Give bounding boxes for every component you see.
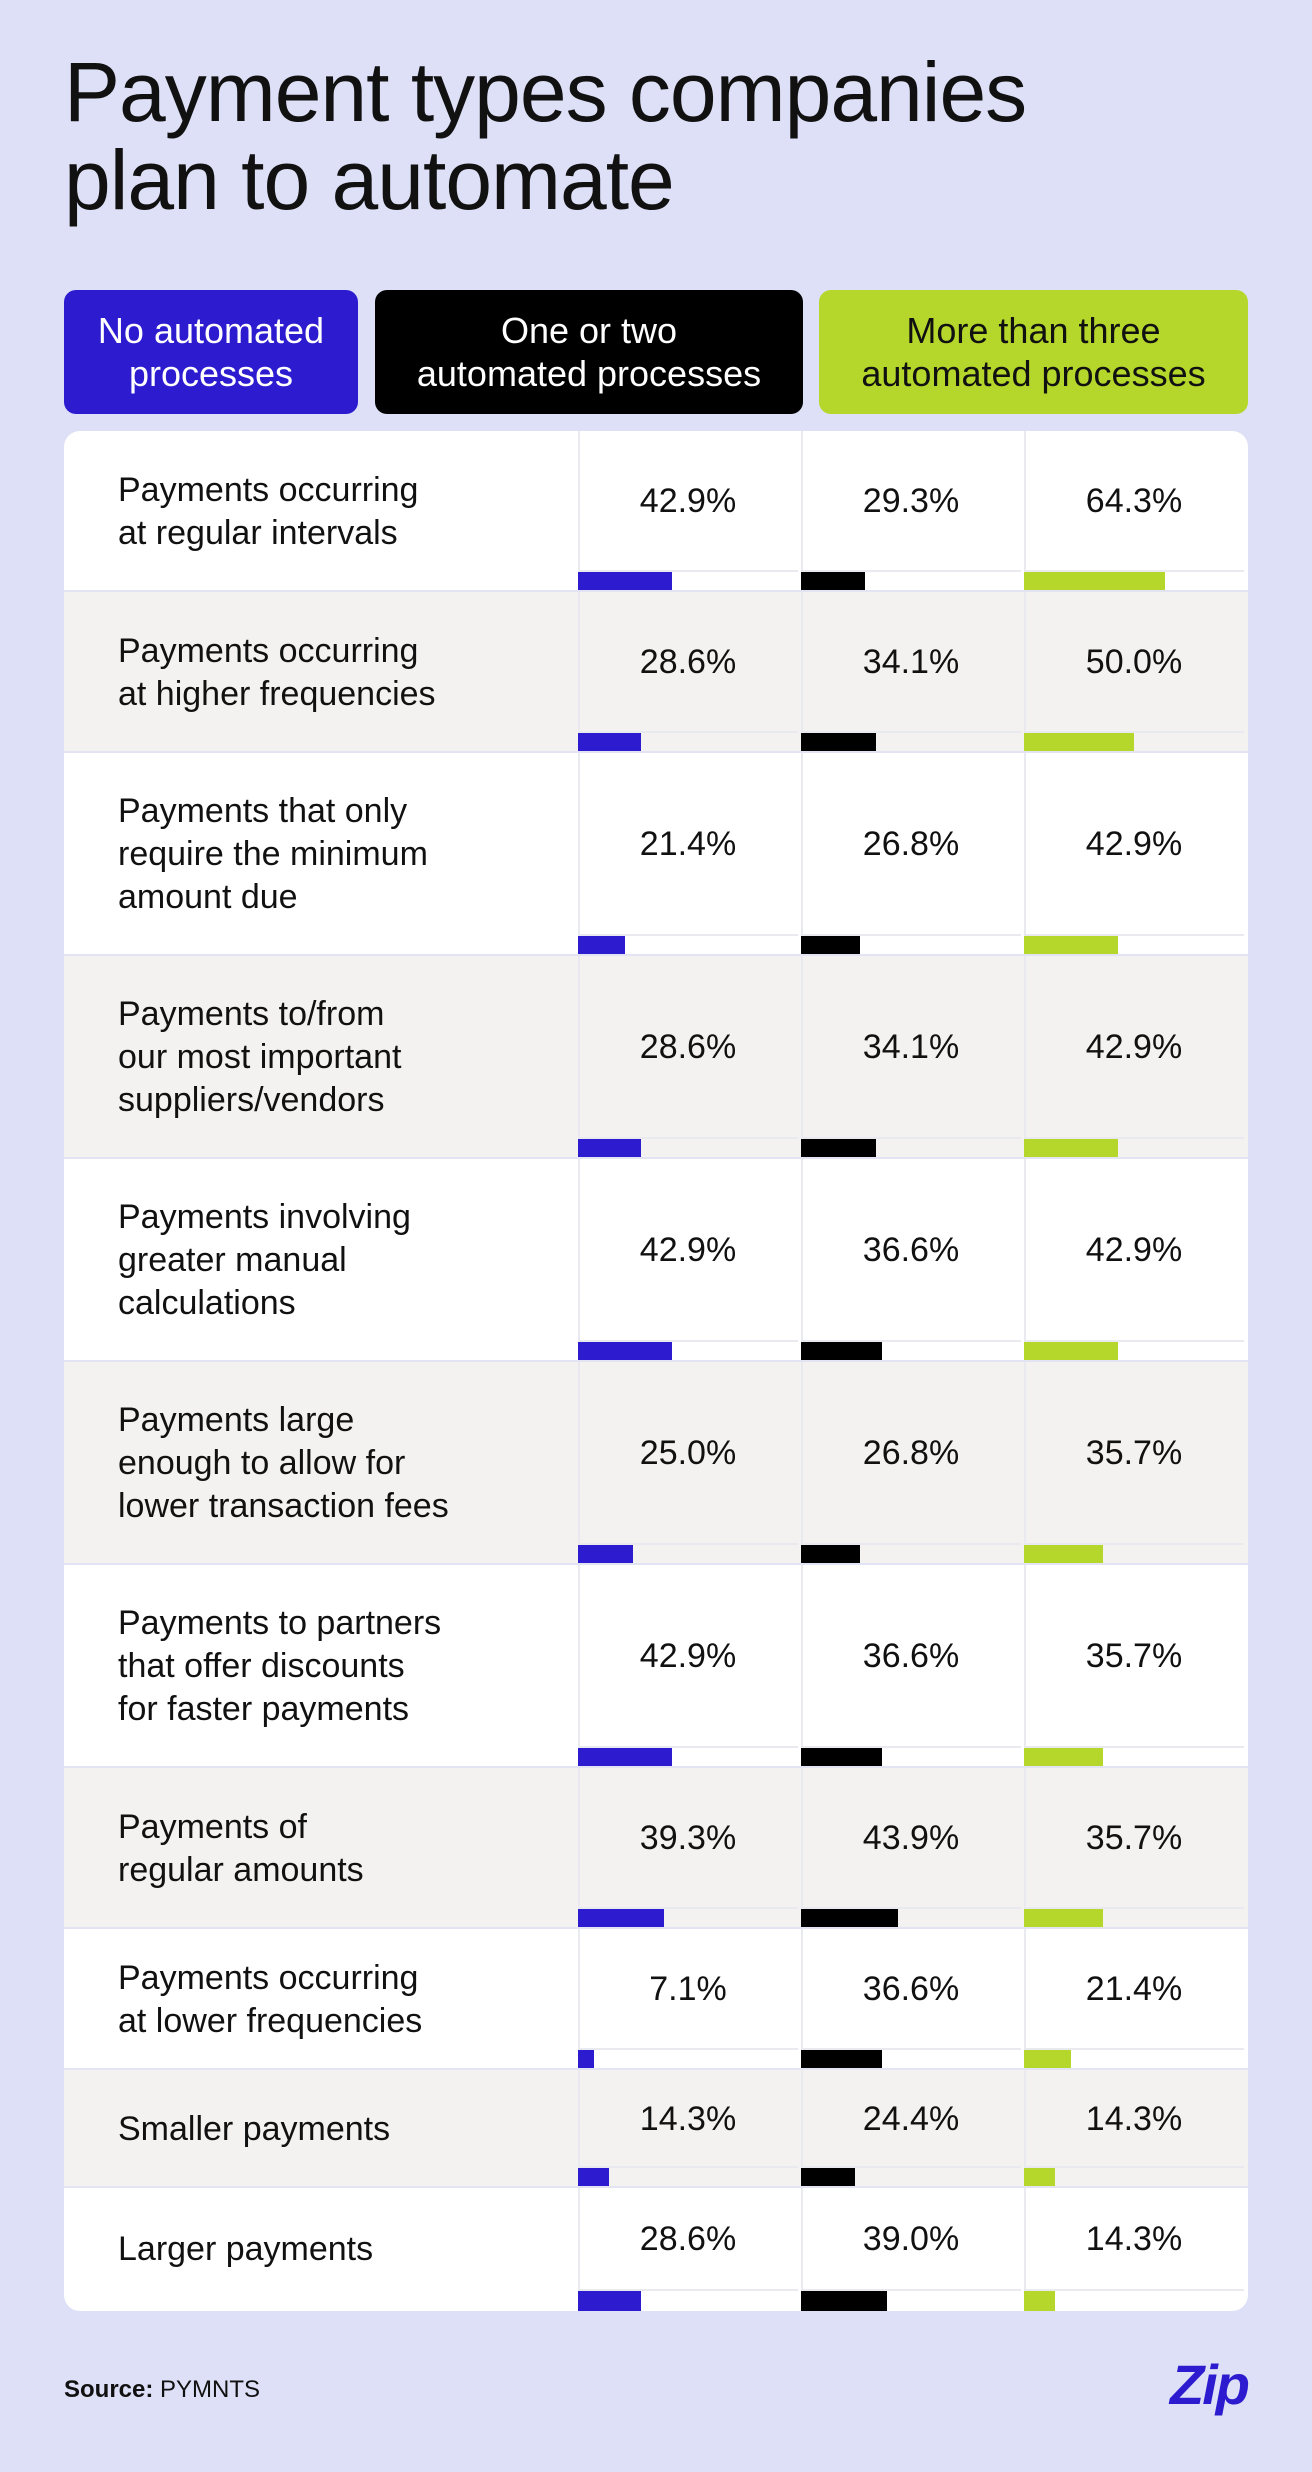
zip-logo: Zip [1170, 2353, 1248, 2416]
value-bar [801, 1748, 882, 1768]
value-bar [1024, 1909, 1103, 1929]
value-label: 24.4% [862, 2099, 960, 2138]
value-label: 42.9% [639, 1231, 737, 1269]
source-value: PYMNTS [160, 2376, 261, 2403]
row-label: Payments to/from our most important suppliers/vendors [118, 995, 402, 1119]
value-bar [801, 936, 860, 956]
value-label: 42.9% [639, 482, 737, 520]
value-cell [801, 956, 1021, 1159]
row-label: Payments occurring at regular intervals [118, 470, 419, 552]
value-label: 7.1% [649, 1970, 727, 2008]
value-bar [801, 2050, 882, 2070]
value-bar [801, 733, 876, 753]
value-label: 42.9% [1085, 825, 1183, 863]
value-label: 42.9% [1085, 1028, 1183, 1066]
value-cell [578, 1159, 798, 1362]
legend-one-or-two: One or two automated processes [375, 290, 803, 414]
value-bar [578, 2168, 609, 2188]
value-bar [578, 2050, 594, 2070]
value-cell [578, 753, 798, 956]
legend-no-automated: No automated processes [64, 290, 358, 414]
value-label: 14.3% [639, 2099, 737, 2138]
row-label: Larger payments [118, 2230, 374, 2268]
value-bar [578, 1139, 641, 1159]
value-cell [1024, 1768, 1244, 1929]
value-label: 21.4% [1085, 1970, 1183, 2008]
table-row [64, 1768, 1248, 1929]
value-bar [578, 1748, 672, 1768]
value-cell [578, 1768, 798, 1929]
legend-more-than-three: More than three automated processes [819, 290, 1248, 414]
value-cell [1024, 2188, 1244, 2311]
value-cell [801, 1768, 1021, 1929]
value-cell [1024, 592, 1244, 753]
value-label: 43.9% [862, 1819, 960, 1857]
value-label: 50.0% [1085, 643, 1183, 681]
value-cell [1024, 753, 1244, 956]
table-row [64, 2070, 1248, 2188]
value-label: 28.6% [639, 643, 737, 681]
value-cell [578, 1362, 798, 1565]
value-cell [1024, 956, 1244, 1159]
table-row [64, 753, 1248, 956]
row-label: Payments large enough to allow for lower transaction fees [118, 1401, 449, 1525]
value-bar [801, 2291, 887, 2311]
value-cell [1024, 2070, 1244, 2188]
value-cell [1024, 1929, 1244, 2070]
value-bar [801, 1545, 860, 1565]
value-bar [1024, 936, 1118, 956]
value-label: 42.9% [639, 1637, 737, 1675]
value-bar [578, 1909, 664, 1929]
table-row [64, 1362, 1248, 1565]
value-label: 14.3% [1085, 2099, 1183, 2138]
table-row [64, 1929, 1248, 2070]
value-label: 14.3% [1085, 2220, 1183, 2258]
value-label: 35.7% [1085, 1434, 1183, 1472]
value-label: 25.0% [639, 1434, 737, 1472]
value-cell [578, 956, 798, 1159]
row-label: Payments occurring at lower frequencies [118, 1958, 423, 2040]
value-cell [801, 2188, 1021, 2311]
value-label: 28.6% [639, 1028, 737, 1066]
source-note [64, 2376, 260, 2404]
value-cell [578, 1565, 798, 1768]
table-row [64, 431, 1248, 592]
value-label: 21.4% [639, 825, 737, 863]
table-row [64, 2188, 1248, 2311]
value-bar [578, 2291, 641, 2311]
value-cell [801, 1159, 1021, 1362]
value-bar [578, 1545, 633, 1565]
value-cell [801, 1362, 1021, 1565]
value-bar [1024, 733, 1134, 753]
value-bar [1024, 2050, 1071, 2070]
value-bar [801, 1139, 876, 1159]
value-cell [801, 2070, 1021, 2188]
value-label: 28.6% [639, 2220, 737, 2258]
table-row [64, 1159, 1248, 1362]
value-cell [1024, 1159, 1244, 1362]
table-row [64, 956, 1248, 1159]
value-cell [801, 1565, 1021, 1768]
value-cell [1024, 1362, 1244, 1565]
value-cell [801, 1929, 1021, 2070]
data-table [64, 431, 1248, 2311]
value-label: 35.7% [1085, 1819, 1183, 1857]
value-bar [801, 2168, 855, 2188]
value-bar [578, 936, 625, 956]
page-title: Payment types companies plan to automate [64, 45, 1027, 227]
value-label: 64.3% [1085, 482, 1183, 520]
value-label: 34.1% [862, 643, 960, 681]
value-bar [578, 733, 641, 753]
table-row [64, 592, 1248, 753]
value-bar [578, 1342, 672, 1362]
value-bar [1024, 1139, 1118, 1159]
row-label: Payments that only require the minimum amount due [118, 792, 428, 916]
value-bar [801, 1342, 882, 1362]
value-label: 36.6% [862, 1970, 960, 2008]
row-label: Smaller payments [118, 2109, 391, 2148]
value-label: 26.8% [862, 1434, 960, 1472]
row-label: Payments of regular amounts [118, 1807, 364, 1889]
value-cell [1024, 1565, 1244, 1768]
value-label: 36.6% [862, 1637, 960, 1675]
value-bar [1024, 2168, 1055, 2188]
value-cell [578, 1929, 798, 2070]
value-bar [801, 1909, 898, 1929]
row-label: Payments to partners that offer discounts for faster payments [118, 1604, 442, 1728]
value-label: 34.1% [862, 1028, 960, 1066]
value-bar [1024, 1342, 1118, 1362]
value-cell [578, 2188, 798, 2311]
value-bar [578, 572, 672, 592]
value-cell [801, 431, 1021, 592]
legend [64, 290, 1248, 414]
value-label: 29.3% [862, 482, 960, 520]
value-bar [1024, 2291, 1055, 2311]
value-label: 26.8% [862, 825, 960, 863]
value-bar [801, 572, 865, 592]
value-cell [801, 753, 1021, 956]
value-bar [1024, 572, 1165, 592]
value-label: 35.7% [1085, 1637, 1183, 1675]
value-cell [1024, 431, 1244, 592]
value-cell [801, 592, 1021, 753]
row-label: Payments involving greater manual calculations [118, 1198, 411, 1322]
value-label: 39.0% [862, 2220, 960, 2258]
value-label: 39.3% [639, 1819, 737, 1857]
value-cell [578, 592, 798, 753]
value-label: 42.9% [1085, 1231, 1183, 1269]
table-row [64, 1565, 1248, 1768]
value-cell [578, 431, 798, 592]
source-label: Source: [64, 2376, 154, 2403]
value-bar [1024, 1545, 1103, 1565]
row-label: Payments occurring at higher frequencies [118, 631, 436, 713]
value-cell [578, 2070, 798, 2188]
value-label: 36.6% [862, 1231, 960, 1269]
value-bar [1024, 1748, 1103, 1768]
